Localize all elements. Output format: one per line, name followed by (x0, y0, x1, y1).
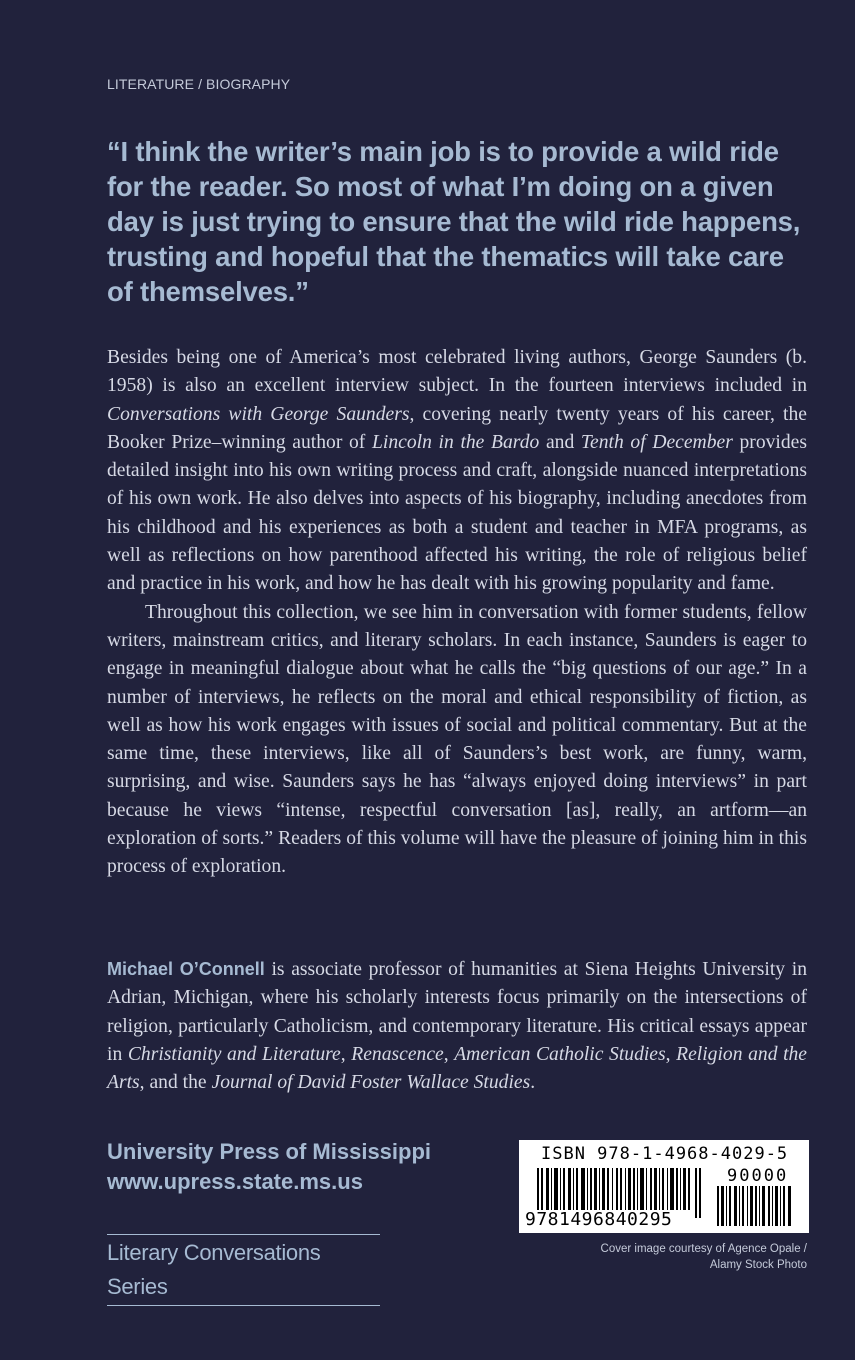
text-run: , (340, 1043, 352, 1065)
cover-credit (601, 1241, 807, 1273)
journal-title: Renascence (351, 1043, 444, 1065)
text-run: , (665, 1043, 677, 1065)
publisher-name: University Press of Mississippi (107, 1139, 432, 1164)
text-run: and (539, 431, 581, 453)
isbn-label: ISBN 978-1-4968-4029-5 (541, 1144, 789, 1164)
author-name: Michael O’Connell (107, 959, 265, 979)
book-title: Tenth of December (580, 431, 733, 453)
category-label: LITERATURE / BIOGRAPHY (107, 76, 291, 92)
series-name: Literary Conversations Series (107, 1234, 380, 1306)
text-run: , and the (139, 1072, 212, 1094)
credit-line-1: Cover image courtesy of Agence Opale / (600, 1243, 807, 1255)
journal-title: Christianity and Literature (127, 1043, 341, 1065)
price-code: 90000 (727, 1166, 789, 1186)
description-paragraph-2: Throughout this collection, we see him in conversation with former students, fellow writers, mainstream critics, and literary scholars. In each instance, Saunders is eager to engage in meaningful dialogue about what he calls the “big questions of our age.” In a number of interviews, he reflects on the moral and ethical responsibility of fiction, as well as how his work engages with issues of social and political commentary. But at the same time, these interviews, like all of Saunders’s best work, are funny, warm, surprising, and wise. Saunders says he has “always enjoyed doing interviews” in part because he views “intense, respectful conversation [as], really, an artform—an exploration of sorts.” Readers of this volume will have the pleasure of joining him in this process of exploration. (107, 601, 807, 878)
ean-number: 9781496840295 (525, 1209, 673, 1230)
text-run: is associate professor of humanities at Siena Heights University in Adrian, Michigan, where his scholarly interests focus primarily on the intersections of religion, particularly Catholicism, and contemporary literature. His critical essays appear in (107, 959, 807, 1065)
book-title: Conversations with George Saunders (107, 403, 410, 425)
text-run: Besides being one of America’s most celebrated living authors, George Saunders (b. 1958) is also an excellent interview subject. In the fourteen interviews included in (107, 347, 807, 397)
addon-barcode-icon (717, 1186, 792, 1226)
description (107, 344, 807, 882)
text-run: , covering nearly twenty years of his career, the Booker Prize–winning author of (107, 403, 807, 453)
journal-title: American Catholic Studies (454, 1043, 666, 1065)
book-title: Lincoln in the Bardo (372, 431, 540, 453)
text-run: provides detailed insight into his own writing process and craft, alongside nuanced interpretations of his own work. He also delves into aspects of his biography, including anecdotes from his childhood and his experiences as both a student and teacher in MFA programs, as well as reflections on how parenthood affected his writing, the role of religious belief and practice in his work, and how he has dealt with his growing popularity and fame. (107, 431, 807, 595)
text-run: . (530, 1072, 536, 1094)
journal-title: Journal of David Foster Wallace Studies (211, 1072, 531, 1094)
author-bio (107, 955, 807, 1097)
isbn-barcode (519, 1140, 809, 1233)
pull-quote: “I think the writer’s main job is to provide a wild ride for the reader. So most of what I’m doing on a given day is just trying to ensure that the wild ride happens, trusting and hopeful that the thematics will take care of themselves.” (107, 136, 801, 307)
publisher-block (107, 1137, 431, 1197)
publisher-url: www.upress.state.ms.us (107, 1169, 363, 1194)
journal-title: Religion and the Arts (107, 1043, 808, 1094)
credit-line-2: Alamy Stock Photo (709, 1259, 807, 1271)
text-run: , (443, 1043, 455, 1065)
description-paragraph-1 (107, 344, 807, 599)
